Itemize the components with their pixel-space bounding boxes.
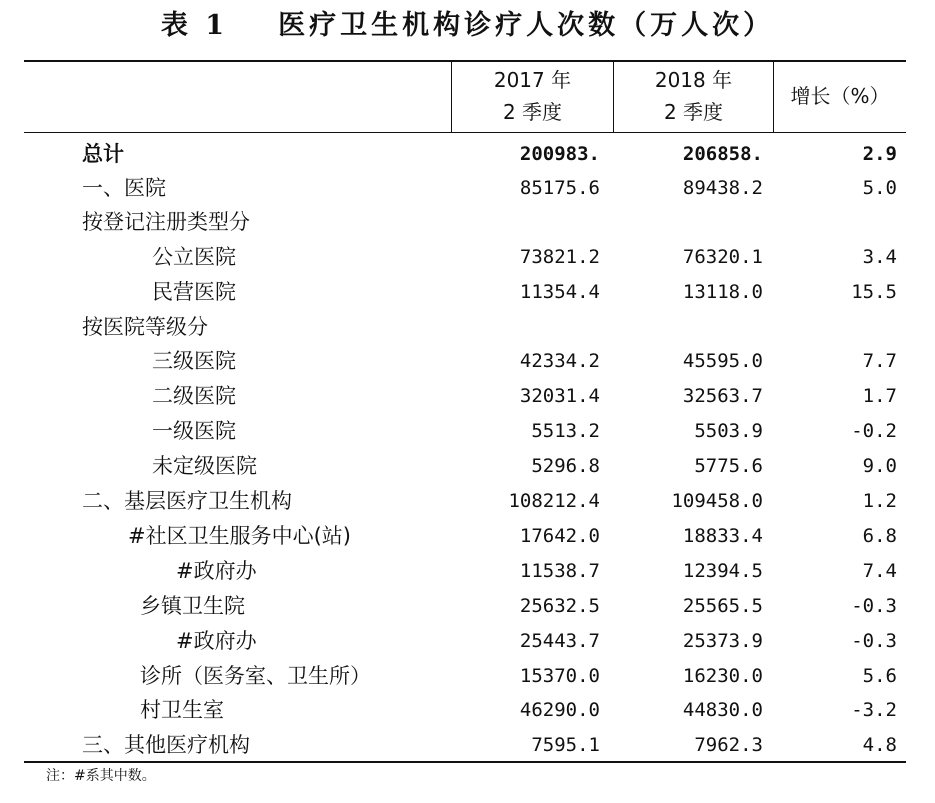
- value-growth: -0.3: [851, 595, 897, 617]
- value-2017: 5513.2: [531, 420, 600, 442]
- value-growth: 5.6: [862, 665, 897, 687]
- value-growth: 7.7: [862, 350, 897, 372]
- table-row: [0, 624, 935, 658]
- table-number: 表 1: [160, 10, 229, 41]
- value-2018: 12394.5: [682, 560, 763, 582]
- value-2018: 25373.9: [682, 630, 763, 652]
- value-growth: -0.3: [851, 630, 897, 652]
- value-2017: 11354.4: [519, 281, 600, 303]
- value-2017: 32031.4: [519, 385, 600, 407]
- row-label: 一、医院: [82, 176, 166, 200]
- value-2018: 109458.0: [671, 490, 763, 512]
- value-growth: 1.7: [862, 385, 897, 407]
- value-2017: 85175.6: [519, 177, 600, 199]
- value-2018: 45595.0: [682, 350, 763, 372]
- value-growth: 5.0: [862, 177, 897, 199]
- bottom-rule: [24, 761, 906, 763]
- column-header-2018: [614, 64, 773, 128]
- table-row: [0, 449, 935, 483]
- value-2017: 108212.4: [508, 490, 600, 512]
- column-header-2017-quarter: 2 季度: [502, 100, 563, 124]
- value-2017: 25632.5: [519, 595, 600, 617]
- value-growth: 7.4: [862, 560, 897, 582]
- value-2017: 73821.2: [519, 246, 600, 268]
- table-title: [0, 6, 935, 46]
- value-2018: 25565.5: [682, 595, 763, 617]
- column-header-2018-quarter: 2 季度: [663, 100, 724, 124]
- column-header-2018-year: 2018 年: [654, 68, 733, 92]
- row-label: 村卫生室: [140, 698, 224, 722]
- table-row: [0, 344, 935, 378]
- row-label: 三、其他医疗机构: [82, 733, 250, 757]
- table-row: [0, 137, 935, 171]
- table-row: [0, 519, 935, 553]
- value-2017: 17642.0: [519, 525, 600, 547]
- value-2018: 5503.9: [694, 420, 763, 442]
- table-row: [0, 659, 935, 693]
- table-row: [0, 484, 935, 518]
- table-row: [0, 379, 935, 413]
- value-growth: -3.2: [851, 699, 897, 721]
- value-2018: 7962.3: [694, 734, 763, 756]
- value-2017: 200983.: [519, 143, 600, 165]
- footnote: 注：#系其中数。: [46, 768, 156, 784]
- header-rule: [24, 132, 906, 133]
- table-row: [0, 728, 935, 762]
- value-2017: 46290.0: [519, 699, 600, 721]
- row-label: 二级医院: [152, 384, 236, 408]
- value-growth: 15.5: [851, 281, 897, 303]
- row-label: 乡镇卫生院: [140, 594, 245, 618]
- value-growth: -0.2: [851, 420, 897, 442]
- value-2017: 5296.8: [531, 455, 600, 477]
- row-label: 总计: [82, 142, 124, 166]
- table-row: [0, 693, 935, 727]
- value-2017: 42334.2: [519, 350, 600, 372]
- value-2017: 25443.7: [519, 630, 600, 652]
- row-label: 一级医院: [152, 419, 236, 443]
- row-label: 未定级医院: [152, 454, 257, 478]
- value-growth: 2.9: [862, 143, 897, 165]
- value-2018: 44830.0: [682, 699, 763, 721]
- row-label: #社区卫生服务中心(站): [128, 524, 351, 548]
- column-header-growth-label: 增长（%）: [790, 84, 890, 108]
- value-2018: 89438.2: [682, 177, 763, 199]
- value-2017: 11538.7: [519, 560, 600, 582]
- table-row: [0, 171, 935, 205]
- column-header-growth: [774, 80, 906, 112]
- table-row: [0, 414, 935, 448]
- column-header-2017: [452, 64, 613, 128]
- value-2018: 206858.: [682, 143, 763, 165]
- row-label: #政府办: [176, 559, 257, 583]
- value-growth: 4.8: [862, 734, 897, 756]
- value-2018: 76320.1: [682, 246, 763, 268]
- value-growth: 6.8: [862, 525, 897, 547]
- row-label: 三级医院: [152, 349, 236, 373]
- row-label: 民营医院: [152, 280, 236, 304]
- table-row: [0, 205, 935, 239]
- value-2018: 32563.7: [682, 385, 763, 407]
- value-growth: 3.4: [862, 246, 897, 268]
- row-label: 公立医院: [152, 245, 236, 269]
- table-title-text: 医疗卫生机构诊疗人次数（万人次）: [278, 10, 775, 41]
- value-2018: 16230.0: [682, 665, 763, 687]
- value-2017: 15370.0: [519, 665, 600, 687]
- row-label: 二、基层医疗卫生机构: [82, 489, 292, 513]
- value-2018: 18833.4: [682, 525, 763, 547]
- table-row: [0, 589, 935, 623]
- table-row: [0, 554, 935, 588]
- value-2018: 13118.0: [682, 281, 763, 303]
- row-label: #政府办: [176, 629, 257, 653]
- value-growth: 1.2: [862, 490, 897, 512]
- column-header-2017-year: 2017 年: [493, 68, 572, 92]
- table-row: [0, 310, 935, 344]
- value-2018: 5775.6: [694, 455, 763, 477]
- row-label: 按登记注册类型分: [82, 210, 250, 234]
- row-label: 诊所（医务室、卫生所）: [140, 664, 371, 688]
- value-2017: 7595.1: [531, 734, 600, 756]
- row-label: 按医院等级分: [82, 315, 208, 339]
- table-row: [0, 275, 935, 309]
- table-row: [0, 240, 935, 274]
- value-growth: 9.0: [862, 455, 897, 477]
